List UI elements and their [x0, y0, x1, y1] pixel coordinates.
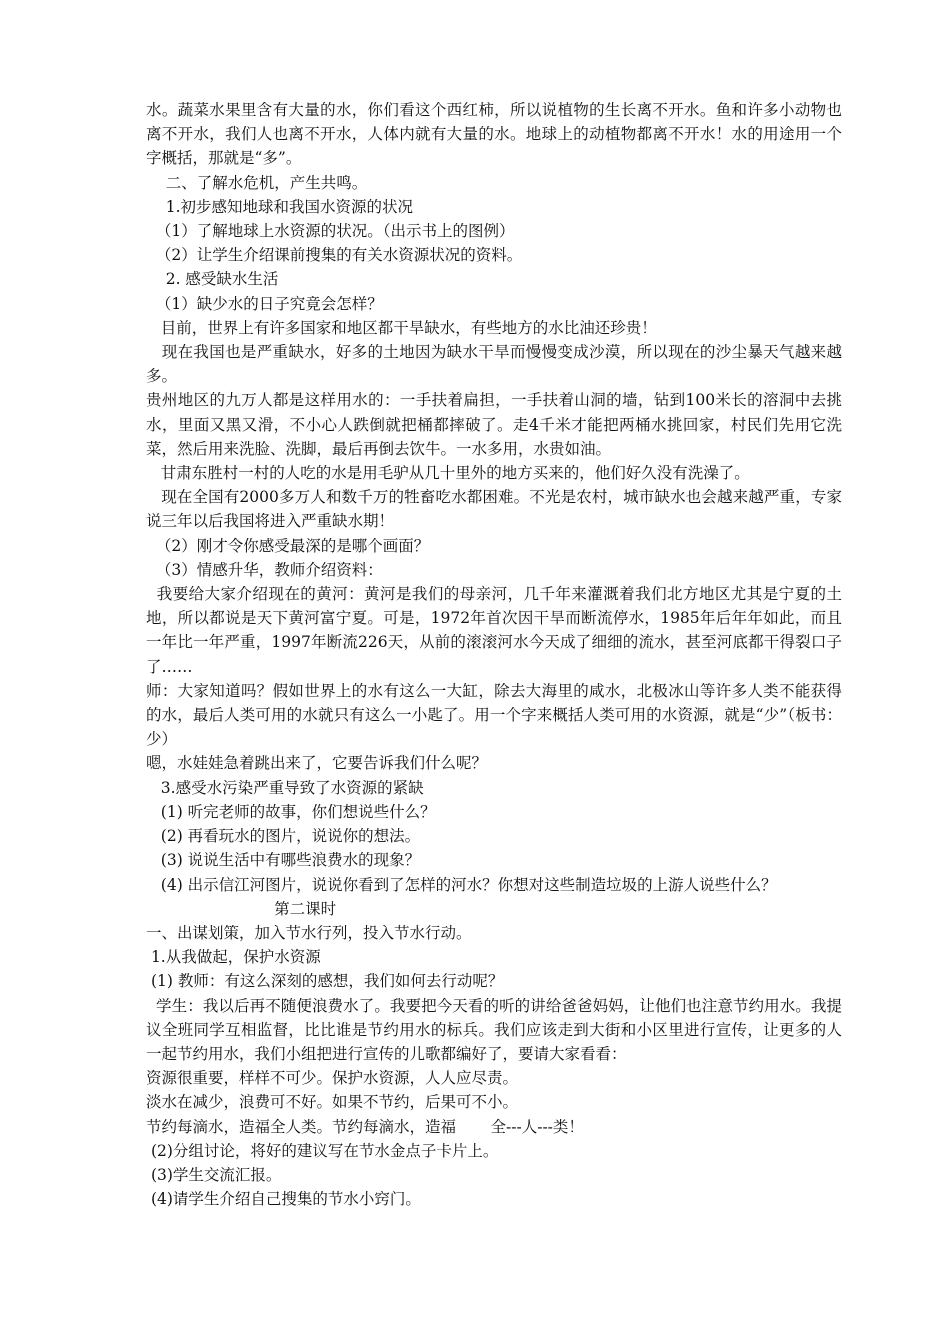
poem-line: 节约每滴水，造福全人类。节约每滴水，造福 全---人---类！ [146, 1117, 584, 1136]
section-heading: 二、了解水危机，产生共鸣。 [146, 173, 368, 192]
lesson-title: 第二课时 [146, 899, 337, 918]
list-item: (4)请学生介绍自己搜集的节水小窍门。 [146, 1190, 421, 1209]
subsection-heading: 3.感受水污染严重导致了水资源的紧缺 [146, 778, 424, 797]
list-item: (1) 教师：有这么深刻的感想，我们如何去行动呢？ [146, 972, 504, 991]
subsection-heading: 1.初步感知地球和我国水资源的状况 [146, 197, 414, 216]
list-item: （1）了解地球上水资源的状况。（出示书上的图例） [146, 222, 515, 241]
list-item: （3）情感升华，教师介绍资料： [146, 560, 383, 579]
paragraph: 现在全国有2000多万人和数千万的牲畜吃水都困难。不光是农村，城市缺水也会越来越严重，专家说三年以后我国将进入严重缺水期！ [146, 488, 843, 531]
list-item: （2）刚才令你感受最深的是哪个画面？ [146, 536, 430, 555]
list-item: (3)学生交流汇报。 [146, 1165, 282, 1184]
subsection-heading: 1.从我做起，保护水资源 [146, 948, 321, 967]
poem-line: 资源很重要，样样不可少。保护水资源，人人应尽责。 [146, 1069, 519, 1088]
paragraph: 学生：我以后再不随便浪费水了。我要把今天看的听的讲给爸爸妈妈，让他们也注意节约用水。我提议全班同学互相监督，比比谁是节约用水的标兵。我们应该走到大街和小区里进行宣传，让更多的人一起节约用水，我们小组把进行宣传的儿歌都编好了，要请大家看看： [146, 996, 842, 1063]
paragraph: 嗯，水娃娃急着跳出来了，它要告诉我们什么呢？ [146, 754, 488, 773]
paragraph: 我要给大家介绍现在的黄河：黄河是我们的母亲河，几千年来灌溉着我们北方地区尤其是宁夏的土地，所以都说是天下黄河富宁夏。可是，1972年首次因干旱而断流停水，1985年后年年如此，而且一年比一年严重，1997年断流226天，从前的滚滚河水今天成了细细的流水，甚至河底都干得裂口子了…… [146, 585, 842, 676]
poem-line: 淡水在减少，浪费可不好。如果不节约，后果可不小。 [146, 1093, 519, 1112]
list-item: (2)分组讨论，将好的建议写在节水金点子卡片上。 [146, 1141, 499, 1160]
document-body [146, 98, 842, 1211]
section-heading: 一、出谋划策，加入节水行列，投入节水行动。 [146, 923, 472, 942]
paragraph: 甘肃东胜村一村的人吃的水是用毛驴从几十里外的地方买来的，他们好久没有洗澡了。 [146, 464, 750, 483]
subsection-heading: 2. 感受缺水生活 [146, 270, 279, 289]
paragraph: 贵州地区的九万人都是这样用水的：一手扶着扁担，一手扶着山洞的墙，钻到100米长的溶洞中去挑水，里面又黑又滑，不小心人跌倒就把桶都摔破了。走4千米才能把两桶水挑回家，村民们先用它洗菜，然后用来洗脸、洗脚，最后再倒去饮牛。一水多用，水贵如油。 [146, 391, 842, 458]
list-item: （2）让学生介绍课前搜集的有关水资源状况的资料。 [146, 246, 523, 265]
list-item: (1) 听完老师的故事，你们想说些什么？ [146, 802, 436, 821]
list-item: （1）缺少水的日子究竟会怎样？ [146, 294, 383, 313]
paragraph: 水。蔬菜水果里含有大量的水，你们看这个西红柿，所以说植物的生长离不开水。鱼和许多小动物也离不开水，我们人也离不开水，人体内就有大量的水。地球上的动植物都离不开水！水的用途用一个字概括，那就是“多”。 [146, 101, 842, 168]
list-item: (2) 再看玩水的图片，说说你的想法。 [146, 827, 421, 846]
paragraph: 现在我国也是严重缺水，好多的土地因为缺水干旱而慢慢变成沙漠，所以现在的沙尘暴天气越来越多。 [146, 343, 842, 386]
list-item: (3) 说说生活中有哪些浪费水的现象？ [146, 851, 421, 870]
paragraph: 师：大家知道吗？假如世界上的水有这么一大缸，除去大海里的咸水，北极冰山等许多人类不能获得的水，最后人类可用的水就只有这么一小匙了。用一个字来概括人类可用的水资源，就是“少”（板书：少） [146, 681, 842, 749]
paragraph: 目前，世界上有许多国家和地区都干旱缺水，有些地方的水比油还珍贵！ [146, 318, 657, 337]
list-item: (4) 出示信江河图片，说说你看到了怎样的河水？你想对这些制造垃圾的上游人说些什么？ [146, 875, 777, 894]
